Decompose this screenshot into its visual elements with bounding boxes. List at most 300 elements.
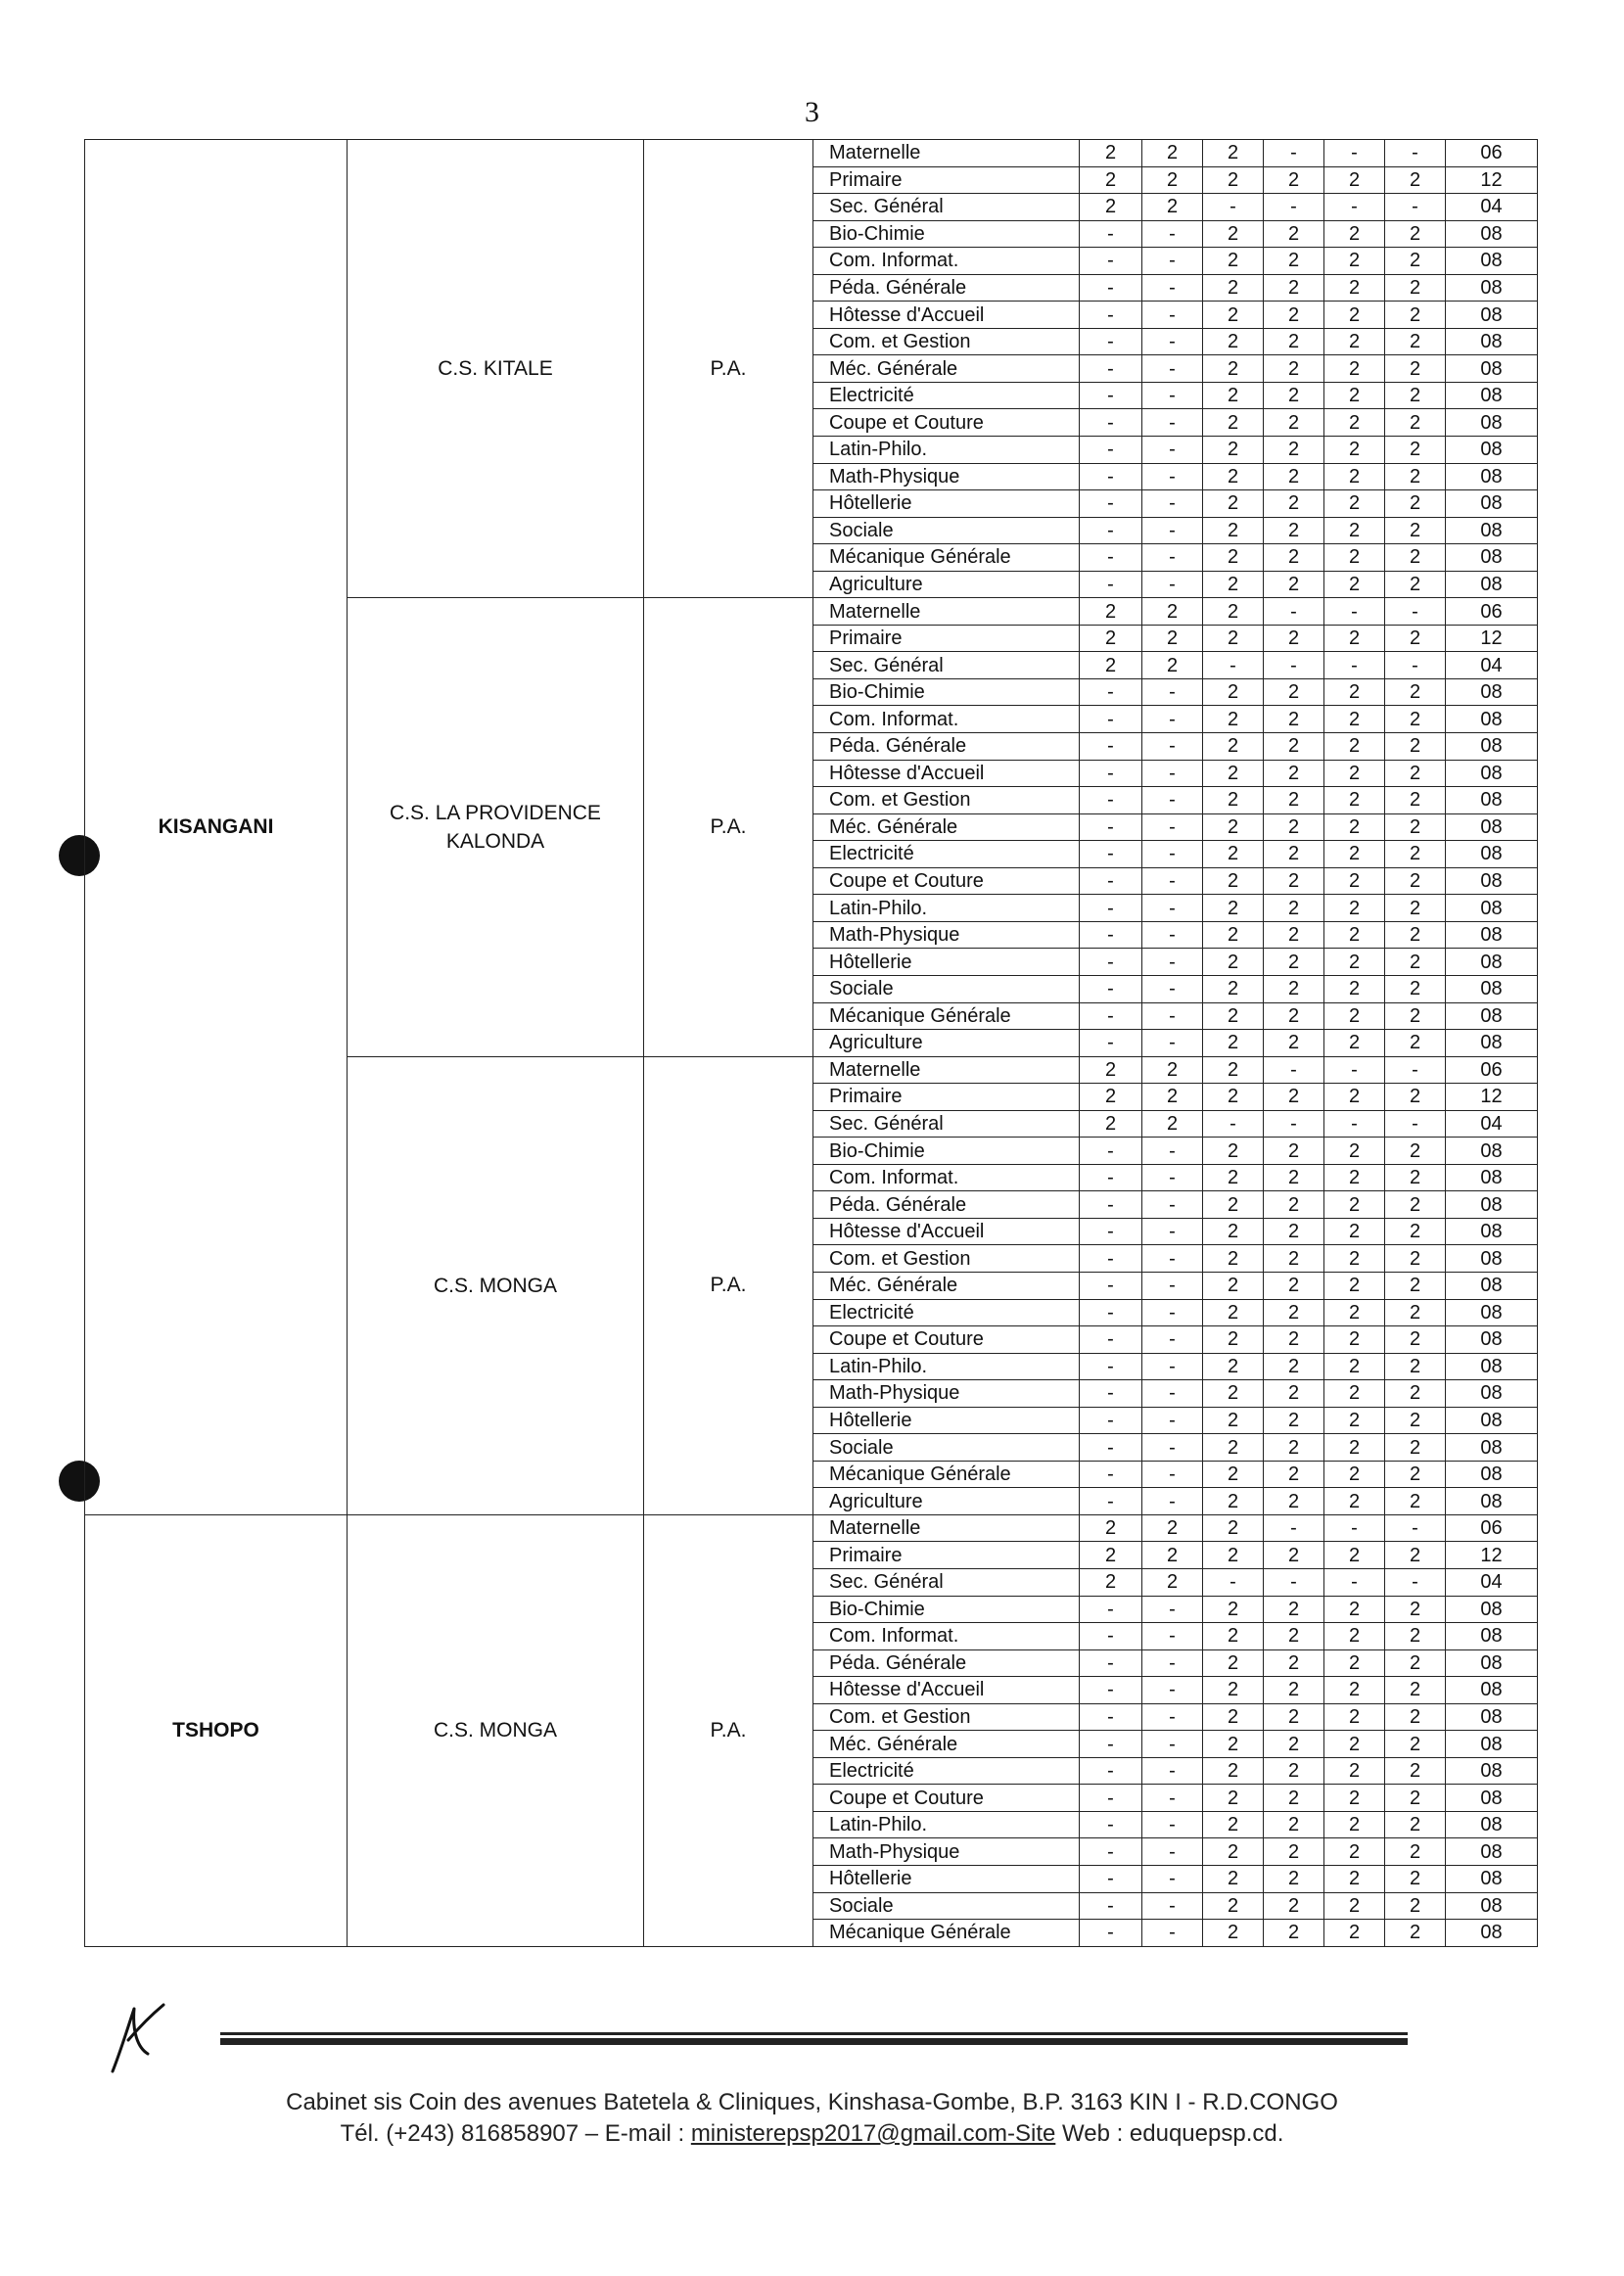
section-name-cell: Péda. Générale xyxy=(813,1649,1080,1677)
class-count-cell: 2 xyxy=(1385,1461,1446,1488)
class-count-cell: 2 xyxy=(1203,302,1264,329)
class-count-cell: 2 xyxy=(1324,1245,1385,1273)
class-count-cell: - xyxy=(1080,867,1142,895)
section-name-cell: Latin-Philo. xyxy=(813,895,1080,922)
total-cell: 08 xyxy=(1446,517,1538,544)
class-count-cell: 2 xyxy=(1264,1811,1324,1838)
section-name-cell: Bio-Chimie xyxy=(813,678,1080,706)
class-count-cell: - xyxy=(1080,274,1142,302)
total-cell: 08 xyxy=(1446,571,1538,598)
class-count-cell: - xyxy=(1080,1218,1142,1245)
class-count-cell: 2 xyxy=(1324,1030,1385,1057)
class-count-cell: - xyxy=(1142,949,1203,976)
class-count-cell: - xyxy=(1080,1757,1142,1785)
class-count-cell: - xyxy=(1142,220,1203,248)
class-count-cell: 2 xyxy=(1203,248,1264,275)
class-count-cell: 2 xyxy=(1385,867,1446,895)
class-count-cell: 2 xyxy=(1385,1838,1446,1866)
class-count-cell: 2 xyxy=(1203,1002,1264,1030)
class-count-cell: 2 xyxy=(1324,382,1385,409)
total-cell: 06 xyxy=(1446,598,1538,626)
class-count-cell: 2 xyxy=(1385,1434,1446,1462)
class-count-cell: 2 xyxy=(1142,1514,1203,1542)
class-count-cell: 2 xyxy=(1080,194,1142,221)
section-name-cell: Hôtesse d'Accueil xyxy=(813,1677,1080,1704)
class-count-cell: 2 xyxy=(1385,1677,1446,1704)
class-count-cell: 2 xyxy=(1142,1110,1203,1138)
section-name-cell: Maternelle xyxy=(813,598,1080,626)
class-count-cell: - xyxy=(1080,706,1142,733)
section-name-cell: Com. Informat. xyxy=(813,248,1080,275)
class-count-cell: - xyxy=(1142,841,1203,868)
class-count-cell: - xyxy=(1385,652,1446,679)
class-count-cell: 2 xyxy=(1080,1056,1142,1084)
class-count-cell: - xyxy=(1264,1514,1324,1542)
class-count-cell: - xyxy=(1142,302,1203,329)
class-count-cell: 2 xyxy=(1203,1811,1264,1838)
class-count-cell: - xyxy=(1080,248,1142,275)
class-count-cell: 2 xyxy=(1385,382,1446,409)
class-count-cell: - xyxy=(1385,1568,1446,1596)
class-count-cell: - xyxy=(1080,1164,1142,1191)
class-count-cell: 2 xyxy=(1264,1138,1324,1165)
total-cell: 08 xyxy=(1446,1164,1538,1191)
total-cell: 08 xyxy=(1446,1677,1538,1704)
total-cell: 08 xyxy=(1446,1811,1538,1838)
section-name-cell: Primaire xyxy=(813,625,1080,652)
class-count-cell: 2 xyxy=(1264,1677,1324,1704)
class-count-cell: - xyxy=(1142,1623,1203,1650)
class-count-cell: 2 xyxy=(1385,463,1446,490)
section-name-cell: Primaire xyxy=(813,166,1080,194)
school-name-cell: C.S. LA PROVIDENCE KALONDA xyxy=(348,598,644,1056)
class-count-cell: - xyxy=(1203,1568,1264,1596)
class-count-cell: - xyxy=(1324,1110,1385,1138)
class-count-cell: - xyxy=(1080,975,1142,1002)
class-count-cell: 2 xyxy=(1324,841,1385,868)
section-name-cell: Sociale xyxy=(813,517,1080,544)
class-count-cell: - xyxy=(1080,1703,1142,1731)
class-count-cell: 2 xyxy=(1385,517,1446,544)
total-cell: 08 xyxy=(1446,302,1538,329)
class-count-cell: - xyxy=(1080,1461,1142,1488)
class-count-cell: 2 xyxy=(1203,1785,1264,1812)
class-count-cell: 2 xyxy=(1264,1002,1324,1030)
section-name-cell: Agriculture xyxy=(813,571,1080,598)
class-count-cell: 2 xyxy=(1324,949,1385,976)
section-name-cell: Com. et Gestion xyxy=(813,787,1080,814)
class-count-cell: 2 xyxy=(1264,409,1324,437)
section-name-cell: Hôtellerie xyxy=(813,490,1080,518)
total-cell: 08 xyxy=(1446,1326,1538,1354)
class-count-cell: 2 xyxy=(1324,409,1385,437)
class-count-cell: 2 xyxy=(1385,625,1446,652)
class-count-cell: - xyxy=(1142,975,1203,1002)
section-name-cell: Com. et Gestion xyxy=(813,1245,1080,1273)
total-cell: 08 xyxy=(1446,409,1538,437)
total-cell: 08 xyxy=(1446,975,1538,1002)
class-count-cell: 2 xyxy=(1203,220,1264,248)
class-count-cell: 2 xyxy=(1203,760,1264,787)
class-count-cell: 2 xyxy=(1324,1191,1385,1219)
class-count-cell: 2 xyxy=(1203,1866,1264,1893)
class-count-cell: 2 xyxy=(1264,1299,1324,1326)
class-count-cell: - xyxy=(1080,1785,1142,1812)
class-count-cell: 2 xyxy=(1324,355,1385,383)
class-count-cell: 2 xyxy=(1264,382,1324,409)
class-count-cell: 2 xyxy=(1385,975,1446,1002)
class-count-cell: 2 xyxy=(1264,1030,1324,1057)
section-name-cell: Péda. Générale xyxy=(813,274,1080,302)
class-count-cell: 2 xyxy=(1264,544,1324,572)
class-count-cell: 2 xyxy=(1385,1488,1446,1515)
class-count-cell: 2 xyxy=(1203,355,1264,383)
class-count-cell: - xyxy=(1142,1164,1203,1191)
class-count-cell: 2 xyxy=(1324,975,1385,1002)
class-count-cell: - xyxy=(1142,787,1203,814)
class-count-cell: 2 xyxy=(1203,787,1264,814)
class-count-cell: - xyxy=(1080,463,1142,490)
section-name-cell: Mécanique Générale xyxy=(813,1920,1080,1947)
class-count-cell: 2 xyxy=(1324,1892,1385,1920)
class-count-cell: 2 xyxy=(1142,194,1203,221)
section-name-cell: Méc. Générale xyxy=(813,1731,1080,1758)
class-count-cell: - xyxy=(1080,302,1142,329)
class-count-cell: 2 xyxy=(1324,490,1385,518)
class-count-cell: 2 xyxy=(1264,490,1324,518)
class-count-cell: - xyxy=(1080,1677,1142,1704)
class-count-cell: - xyxy=(1080,813,1142,841)
class-count-cell: 2 xyxy=(1324,302,1385,329)
class-count-cell: - xyxy=(1324,140,1385,167)
class-count-cell: 2 xyxy=(1385,1811,1446,1838)
class-count-cell: 2 xyxy=(1385,355,1446,383)
class-count-cell: 2 xyxy=(1203,625,1264,652)
class-count-cell: 2 xyxy=(1324,1920,1385,1947)
class-count-cell: 2 xyxy=(1324,921,1385,949)
class-count-cell: 2 xyxy=(1080,1110,1142,1138)
class-count-cell: - xyxy=(1385,194,1446,221)
class-count-cell: 2 xyxy=(1080,140,1142,167)
class-count-cell: - xyxy=(1203,1110,1264,1138)
class-count-cell: 2 xyxy=(1385,1649,1446,1677)
class-count-cell: - xyxy=(1080,571,1142,598)
class-count-cell: - xyxy=(1080,220,1142,248)
class-count-cell: 2 xyxy=(1385,328,1446,355)
total-cell: 04 xyxy=(1446,652,1538,679)
section-name-cell: Péda. Générale xyxy=(813,1191,1080,1219)
class-count-cell: - xyxy=(1142,355,1203,383)
footer-contact xyxy=(0,2120,1624,2148)
class-count-cell: 2 xyxy=(1324,1757,1385,1785)
class-count-cell: 2 xyxy=(1142,166,1203,194)
class-count-cell: 2 xyxy=(1385,1218,1446,1245)
class-count-cell: - xyxy=(1080,409,1142,437)
class-count-cell: - xyxy=(1080,895,1142,922)
class-count-cell: 2 xyxy=(1264,678,1324,706)
class-count-cell: 2 xyxy=(1142,1542,1203,1569)
class-count-cell: 2 xyxy=(1264,437,1324,464)
total-cell: 08 xyxy=(1446,355,1538,383)
class-count-cell: - xyxy=(1080,1245,1142,1273)
class-count-cell: - xyxy=(1080,328,1142,355)
section-name-cell: Agriculture xyxy=(813,1030,1080,1057)
total-cell: 08 xyxy=(1446,1866,1538,1893)
section-name-cell: Hôtellerie xyxy=(813,1866,1080,1893)
class-count-cell: - xyxy=(1142,706,1203,733)
class-count-cell: 2 xyxy=(1385,760,1446,787)
section-name-cell: Coupe et Couture xyxy=(813,1785,1080,1812)
total-cell: 08 xyxy=(1446,1407,1538,1434)
class-count-cell: 2 xyxy=(1324,760,1385,787)
class-count-cell: - xyxy=(1324,1514,1385,1542)
section-name-cell: Sec. Général xyxy=(813,194,1080,221)
class-count-cell: 2 xyxy=(1385,220,1446,248)
class-count-cell: 2 xyxy=(1080,625,1142,652)
class-count-cell: 2 xyxy=(1385,706,1446,733)
section-name-cell: Electricité xyxy=(813,841,1080,868)
class-count-cell: 2 xyxy=(1264,1838,1324,1866)
class-count-cell: 2 xyxy=(1324,1434,1385,1462)
total-cell: 08 xyxy=(1446,949,1538,976)
total-cell: 08 xyxy=(1446,1138,1538,1165)
class-count-cell: 2 xyxy=(1264,463,1324,490)
footer-rule xyxy=(220,2032,1408,2045)
total-cell: 08 xyxy=(1446,1785,1538,1812)
class-count-cell: - xyxy=(1080,1030,1142,1057)
class-count-cell: 2 xyxy=(1385,1866,1446,1893)
class-count-cell: 2 xyxy=(1324,1353,1385,1380)
total-cell: 08 xyxy=(1446,1299,1538,1326)
class-count-cell: 2 xyxy=(1324,1649,1385,1677)
class-count-cell: 2 xyxy=(1385,678,1446,706)
school-name-cell: C.S. MONGA xyxy=(348,1514,644,1946)
total-cell: 08 xyxy=(1446,274,1538,302)
class-count-cell: 2 xyxy=(1203,1353,1264,1380)
class-count-cell: - xyxy=(1142,463,1203,490)
class-count-cell: 2 xyxy=(1203,1514,1264,1542)
class-count-cell: 2 xyxy=(1385,544,1446,572)
class-count-cell: - xyxy=(1142,733,1203,761)
footer-tel: Tél. (+243) 816858907 – E-mail : xyxy=(340,2120,691,2147)
class-count-cell: - xyxy=(1080,1838,1142,1866)
total-cell: 08 xyxy=(1446,867,1538,895)
class-count-cell: 2 xyxy=(1203,1056,1264,1084)
class-count-cell: 2 xyxy=(1324,1623,1385,1650)
class-count-cell: 2 xyxy=(1385,571,1446,598)
class-count-cell: 2 xyxy=(1385,437,1446,464)
class-count-cell: 2 xyxy=(1324,733,1385,761)
class-count-cell: 2 xyxy=(1324,248,1385,275)
class-count-cell: 2 xyxy=(1203,274,1264,302)
total-cell: 04 xyxy=(1446,1568,1538,1596)
class-count-cell: 2 xyxy=(1264,302,1324,329)
class-count-cell: - xyxy=(1142,760,1203,787)
class-count-cell: - xyxy=(1142,1299,1203,1326)
class-count-cell: 2 xyxy=(1385,1731,1446,1758)
class-count-cell: - xyxy=(1142,1866,1203,1893)
class-count-cell: 2 xyxy=(1203,490,1264,518)
total-cell: 08 xyxy=(1446,760,1538,787)
total-cell: 08 xyxy=(1446,248,1538,275)
footer-email-link[interactable]: ministerepsp2017@gmail.com-Site xyxy=(690,2120,1056,2147)
class-count-cell: 2 xyxy=(1264,355,1324,383)
class-count-cell: 2 xyxy=(1203,813,1264,841)
class-count-cell: 2 xyxy=(1264,733,1324,761)
class-count-cell: 2 xyxy=(1324,1326,1385,1354)
class-count-cell: 2 xyxy=(1264,1191,1324,1219)
class-count-cell: - xyxy=(1264,140,1324,167)
class-count-cell: 2 xyxy=(1385,1164,1446,1191)
class-count-cell: - xyxy=(1142,895,1203,922)
class-count-cell: - xyxy=(1142,517,1203,544)
class-count-cell: 2 xyxy=(1203,841,1264,868)
page-number: 3 xyxy=(805,96,819,128)
class-count-cell: 2 xyxy=(1203,463,1264,490)
total-cell: 08 xyxy=(1446,1892,1538,1920)
class-count-cell: 2 xyxy=(1385,813,1446,841)
section-name-cell: Math-Physique xyxy=(813,1838,1080,1866)
class-count-cell: - xyxy=(1142,813,1203,841)
class-count-cell: 2 xyxy=(1324,895,1385,922)
class-count-cell: 2 xyxy=(1385,921,1446,949)
class-count-cell: 2 xyxy=(1264,921,1324,949)
class-count-cell: - xyxy=(1080,1407,1142,1434)
class-count-cell: 2 xyxy=(1264,166,1324,194)
class-count-cell: 2 xyxy=(1203,1380,1264,1408)
class-count-cell: 2 xyxy=(1324,1002,1385,1030)
total-cell: 04 xyxy=(1446,194,1538,221)
class-count-cell: 2 xyxy=(1264,1623,1324,1650)
class-count-cell: - xyxy=(1080,544,1142,572)
class-count-cell: 2 xyxy=(1142,1056,1203,1084)
class-count-cell: - xyxy=(1385,1110,1446,1138)
class-count-cell: - xyxy=(1324,652,1385,679)
total-cell: 08 xyxy=(1446,1272,1538,1299)
class-count-cell: 2 xyxy=(1203,1138,1264,1165)
class-count-cell: - xyxy=(1385,1514,1446,1542)
class-count-cell: - xyxy=(1142,1191,1203,1219)
regime-cell: P.A. xyxy=(644,598,813,1056)
section-name-cell: Bio-Chimie xyxy=(813,1138,1080,1165)
class-count-cell: 2 xyxy=(1324,813,1385,841)
section-name-cell: Sociale xyxy=(813,1892,1080,1920)
class-count-cell: 2 xyxy=(1264,1542,1324,1569)
class-count-cell: 2 xyxy=(1324,1811,1385,1838)
class-count-cell: - xyxy=(1264,652,1324,679)
class-count-cell: 2 xyxy=(1080,1084,1142,1111)
class-count-cell: 2 xyxy=(1385,1407,1446,1434)
class-count-cell: - xyxy=(1142,1785,1203,1812)
class-count-cell: 2 xyxy=(1264,1920,1324,1947)
class-count-cell: 2 xyxy=(1203,1030,1264,1057)
section-name-cell: Electricité xyxy=(813,1757,1080,1785)
class-count-cell: - xyxy=(1203,194,1264,221)
total-cell: 08 xyxy=(1446,1191,1538,1219)
class-count-cell: 2 xyxy=(1203,544,1264,572)
class-count-cell: - xyxy=(1142,248,1203,275)
class-count-cell: - xyxy=(1142,1811,1203,1838)
section-name-cell: Math-Physique xyxy=(813,921,1080,949)
section-name-cell: Hôtesse d'Accueil xyxy=(813,760,1080,787)
class-count-cell: 2 xyxy=(1080,166,1142,194)
class-count-cell: 2 xyxy=(1203,328,1264,355)
class-count-cell: 2 xyxy=(1324,1542,1385,1569)
class-count-cell: - xyxy=(1142,1757,1203,1785)
class-count-cell: 2 xyxy=(1385,1920,1446,1947)
class-count-cell: 2 xyxy=(1324,867,1385,895)
total-cell: 08 xyxy=(1446,1245,1538,1273)
class-count-cell: 2 xyxy=(1264,248,1324,275)
section-name-cell: Math-Physique xyxy=(813,1380,1080,1408)
class-count-cell: - xyxy=(1080,1326,1142,1354)
class-count-cell: - xyxy=(1142,1245,1203,1273)
class-count-cell: 2 xyxy=(1385,895,1446,922)
class-count-cell: - xyxy=(1142,867,1203,895)
class-count-cell: 2 xyxy=(1203,678,1264,706)
class-count-cell: 2 xyxy=(1264,1596,1324,1623)
class-count-cell: - xyxy=(1142,1380,1203,1408)
class-count-cell: - xyxy=(1142,1138,1203,1165)
signature-initial xyxy=(103,1997,171,2080)
class-count-cell: 2 xyxy=(1203,1920,1264,1947)
class-count-cell: 2 xyxy=(1324,1138,1385,1165)
region-cell: KISANGANI xyxy=(85,140,348,1515)
class-count-cell: 2 xyxy=(1080,1514,1142,1542)
class-count-cell: 2 xyxy=(1264,1461,1324,1488)
class-count-cell: 2 xyxy=(1203,1488,1264,1515)
total-cell: 08 xyxy=(1446,437,1538,464)
class-count-cell: - xyxy=(1142,1892,1203,1920)
class-count-cell: 2 xyxy=(1203,1703,1264,1731)
table-row xyxy=(85,140,1538,167)
class-count-cell: 2 xyxy=(1203,1434,1264,1462)
section-name-cell: Maternelle xyxy=(813,140,1080,167)
class-count-cell: 2 xyxy=(1264,787,1324,814)
class-count-cell: 2 xyxy=(1324,1488,1385,1515)
class-count-cell: - xyxy=(1385,140,1446,167)
class-count-cell: 2 xyxy=(1385,1380,1446,1408)
class-count-cell: 2 xyxy=(1264,1380,1324,1408)
class-count-cell: - xyxy=(1080,1623,1142,1650)
class-count-cell: 2 xyxy=(1264,1326,1324,1354)
class-count-cell: 2 xyxy=(1385,1030,1446,1057)
class-count-cell: - xyxy=(1142,1002,1203,1030)
class-count-cell: - xyxy=(1080,787,1142,814)
class-count-cell: 2 xyxy=(1203,1542,1264,1569)
class-count-cell: 2 xyxy=(1264,895,1324,922)
total-cell: 06 xyxy=(1446,1056,1538,1084)
class-count-cell: 2 xyxy=(1385,1272,1446,1299)
class-count-cell: 2 xyxy=(1385,787,1446,814)
section-name-cell: Péda. Générale xyxy=(813,733,1080,761)
class-count-cell: 2 xyxy=(1142,1568,1203,1596)
class-count-cell: - xyxy=(1385,1056,1446,1084)
class-count-cell: - xyxy=(1080,1353,1142,1380)
total-cell: 08 xyxy=(1446,463,1538,490)
class-count-cell: - xyxy=(1080,517,1142,544)
class-count-cell: - xyxy=(1142,921,1203,949)
section-name-cell: Com. et Gestion xyxy=(813,1703,1080,1731)
class-count-cell: 2 xyxy=(1080,652,1142,679)
class-count-cell: 2 xyxy=(1385,1299,1446,1326)
section-name-cell: Com. et Gestion xyxy=(813,328,1080,355)
class-count-cell: 2 xyxy=(1203,1164,1264,1191)
section-name-cell: Mécanique Générale xyxy=(813,544,1080,572)
class-count-cell: 2 xyxy=(1142,625,1203,652)
class-count-cell: 2 xyxy=(1324,437,1385,464)
class-count-cell: 2 xyxy=(1324,1785,1385,1812)
